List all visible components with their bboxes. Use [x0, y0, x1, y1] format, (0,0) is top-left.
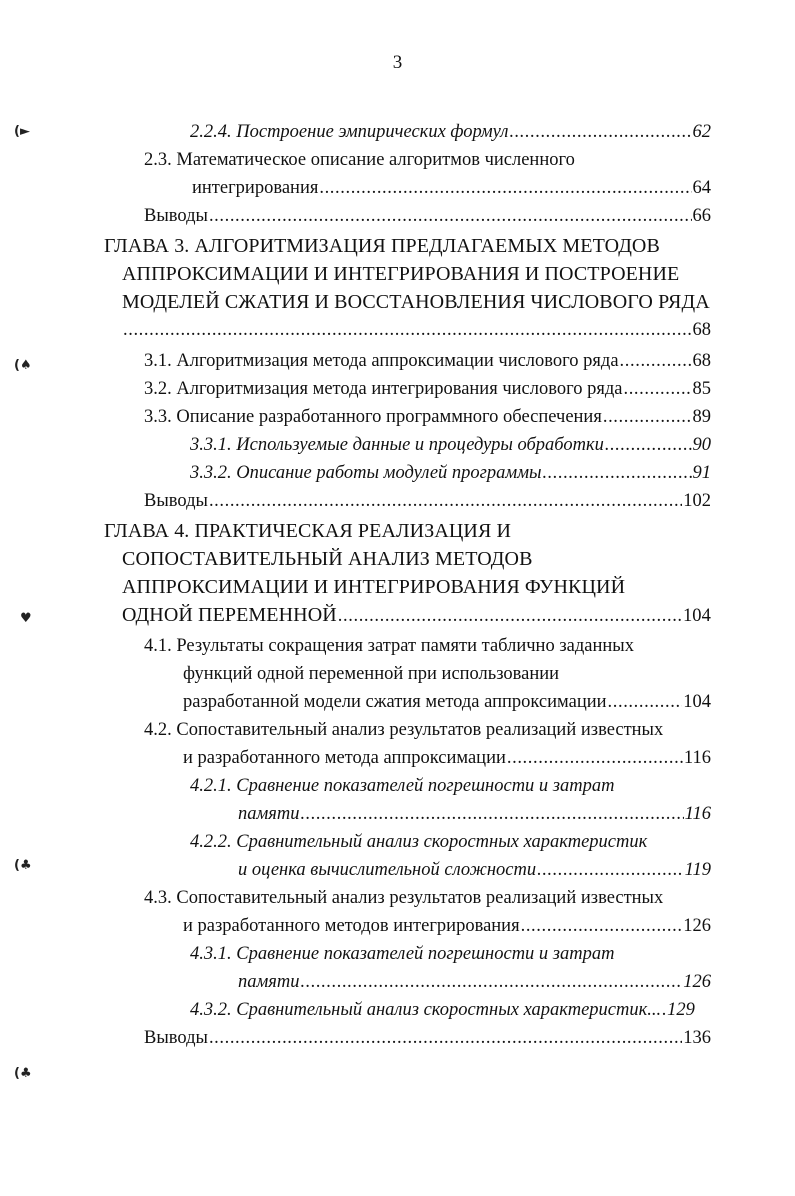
- toc-leader: [123, 318, 692, 342]
- toc-entry-4-2-2: [190, 830, 647, 854]
- toc-leader: [521, 914, 683, 938]
- toc-entry-3-3-2: [190, 461, 711, 485]
- toc-entry-title: ГЛАВА 4. ПРАКТИЧЕСКАЯ РЕАЛИЗАЦИЯ И: [104, 520, 512, 542]
- toc-entry-page: 129: [667, 1000, 695, 1020]
- toc-entry-page: 62: [692, 122, 711, 142]
- toc-entry-4-1: [144, 634, 634, 658]
- toc-entry-title: 4.3.2. Сравнительный анализ скоростных характеристик...: [190, 1000, 662, 1020]
- toc-entry-title: Выводы: [144, 491, 208, 511]
- toc-entry-title: ОДНОЙ ПЕРЕМЕННОЙ: [122, 604, 337, 626]
- toc-entry-page: 116: [683, 748, 711, 768]
- toc-entry-4-3-2: [190, 998, 711, 1022]
- toc-entry-title: 2.3. Математическое описание алгоритмов численного: [144, 150, 575, 170]
- toc-entry-page: 136: [683, 1028, 711, 1048]
- toc-entry-title: 4.2.1. Сравнение показателей погрешности и затрат: [190, 776, 615, 796]
- toc-entry-page: 119: [684, 860, 711, 880]
- toc-entry-3-1: [144, 349, 711, 373]
- toc-entry-page: 102: [683, 491, 711, 511]
- toc-entry-title: АППРОКСИМАЦИИ И ИНТЕГРИРОВАНИЯ И ПОСТРОЕНИЕ: [122, 263, 680, 285]
- margin-mark: (♣: [14, 858, 32, 873]
- toc-entry-title: памяти: [238, 972, 300, 992]
- toc-leader: [603, 405, 692, 429]
- toc-entry-title: Выводы: [144, 1028, 208, 1048]
- toc-entry-page: 85: [692, 379, 711, 399]
- toc-leader: [209, 204, 692, 228]
- toc-entry-page: 126: [683, 916, 711, 936]
- toc-leader: [319, 176, 691, 200]
- toc-entry-title: 3.3.2. Описание работы модулей программы: [190, 463, 542, 483]
- toc-entry-3-3-1: [190, 433, 711, 457]
- toc-entry-2-3-cont: [192, 176, 711, 200]
- toc-entry-title: 3.3.1. Используемые данные и процедуры обработки: [190, 435, 604, 455]
- toc-leader: [209, 489, 682, 513]
- toc-entry-title: 4.2.2. Сравнительный анализ скоростных характеристик: [190, 832, 648, 852]
- toc-chapter-3-line-3: [122, 290, 710, 314]
- toc-entry-4-2-2-cont: [238, 858, 711, 882]
- toc-entry-title: 3.3. Описание разработанного программного обеспечения: [144, 407, 602, 427]
- toc-entry-3-2: [144, 377, 711, 401]
- toc-entry-title: и разработанного метода аппроксимации: [183, 748, 506, 768]
- toc-entry-2-3: [144, 148, 575, 172]
- toc-entry-title: и оценка вычислительной сложности: [238, 860, 537, 880]
- toc-leader: [620, 349, 692, 373]
- toc-entry-4-2: [144, 718, 663, 742]
- toc-chapter-4-line-1: [104, 519, 511, 543]
- margin-mark: (♠: [14, 358, 32, 373]
- toc-entry-4-3: [144, 886, 663, 910]
- toc-entry-title: 4.3.1. Сравнение показателей погрешности и затрат: [190, 944, 615, 964]
- toc-leader: [543, 461, 692, 485]
- toc-leader: [209, 1026, 682, 1050]
- toc-leader: [605, 433, 692, 457]
- toc-entry-page: 104: [682, 606, 711, 626]
- toc-leader: [507, 746, 683, 770]
- toc-entry-4-3-1-cont: [238, 970, 711, 994]
- toc-entry-2-2-4: [190, 120, 711, 144]
- margin-mark: (♣: [14, 1066, 32, 1081]
- toc-entry-4-1-cont-1: [183, 662, 559, 686]
- toc-entry-4-2-1: [190, 774, 615, 798]
- toc-entry-title: интегрирования: [192, 178, 319, 198]
- toc-entry-title: МОДЕЛЕЙ СЖАТИЯ И ВОССТАНОВЛЕНИЯ ЧИСЛОВОГО РЯДА: [122, 291, 710, 313]
- toc-entry-conclusions-4: [144, 1026, 711, 1050]
- toc-entry-title: 4.1. Результаты сокращения затрат памяти таблично заданных: [144, 636, 634, 656]
- toc-leader: [301, 970, 683, 994]
- toc-leader: [608, 690, 683, 714]
- toc-chapter-4-line-2: [122, 547, 533, 571]
- toc-chapter-3-page: [122, 318, 711, 342]
- toc-entry-title: 3.1. Алгоритмизация метода аппроксимации числового ряда: [144, 351, 619, 371]
- toc-entry-title: и разработанного методов интегрирования: [183, 916, 520, 936]
- toc-entry-title: памяти: [238, 804, 300, 824]
- toc-leader: [338, 604, 682, 628]
- toc-leader: [623, 377, 691, 401]
- page-number: 3: [392, 52, 403, 73]
- toc-chapter-3-line-1: [104, 234, 660, 258]
- toc-entry-page: 91: [692, 463, 711, 483]
- toc-entry-4-2-cont: [183, 746, 711, 770]
- toc-entry-page: 89: [692, 407, 711, 427]
- toc-entry-4-2-1-cont: [238, 802, 711, 826]
- toc-entry-title: 2.2.4. Построение эмпирических формул: [190, 122, 509, 142]
- toc-entry-title: СОПОСТАВИТЕЛЬНЫЙ АНАЛИЗ МЕТОДОВ: [122, 548, 533, 570]
- toc-entry-page: 68: [692, 351, 711, 371]
- toc-entry-title: Выводы: [144, 206, 208, 226]
- toc-entry-page: 90: [692, 435, 711, 455]
- margin-mark: (►: [14, 124, 30, 139]
- toc-leader: [662, 998, 666, 1022]
- toc-entry-title: 4.2. Сопоставительный анализ результатов реализаций известных: [144, 720, 664, 740]
- toc-entry-title: ГЛАВА 3. АЛГОРИТМИЗАЦИЯ ПРЕДЛАГАЕМЫХ МЕТОДОВ: [104, 235, 660, 257]
- toc-entry-page: 126: [683, 972, 711, 992]
- toc-entry-page: 116: [684, 804, 711, 824]
- toc-entry-page: 66: [692, 206, 711, 226]
- toc-entry-4-3-1: [190, 942, 615, 966]
- toc-entry-4-3-cont: [183, 914, 711, 938]
- toc-entry-title: АППРОКСИМАЦИИ И ИНТЕГРИРОВАНИЯ ФУНКЦИЙ: [122, 576, 626, 598]
- toc-entry-title: 3.2. Алгоритмизация метода интегрирования числового ряда: [144, 379, 623, 399]
- toc-entry-4-1-cont-2: [183, 690, 711, 714]
- toc-entry-page: 64: [692, 178, 711, 198]
- toc-entry-title: разработанной модели сжатия метода аппроксимации: [183, 692, 607, 712]
- toc-leader: [301, 802, 684, 826]
- toc-leader: [509, 120, 691, 144]
- toc-entry-page: 68: [692, 320, 711, 340]
- margin-mark: ♥: [20, 611, 32, 626]
- toc-entry-conclusions-3: [144, 489, 711, 513]
- toc-chapter-3-line-2: [122, 262, 679, 286]
- toc-leader: [537, 858, 684, 882]
- toc-entry-page: 104: [683, 692, 711, 712]
- toc-entry-title: функций одной переменной при использовании: [183, 664, 560, 684]
- toc-entry-3-3: [144, 405, 711, 429]
- toc-chapter-4-line-3: [122, 575, 625, 599]
- toc-entry-title: 4.3. Сопоставительный анализ результатов реализаций известных: [144, 888, 664, 908]
- toc-chapter-4-line-4: [122, 603, 711, 628]
- toc-entry-conclusions-2: [144, 204, 711, 228]
